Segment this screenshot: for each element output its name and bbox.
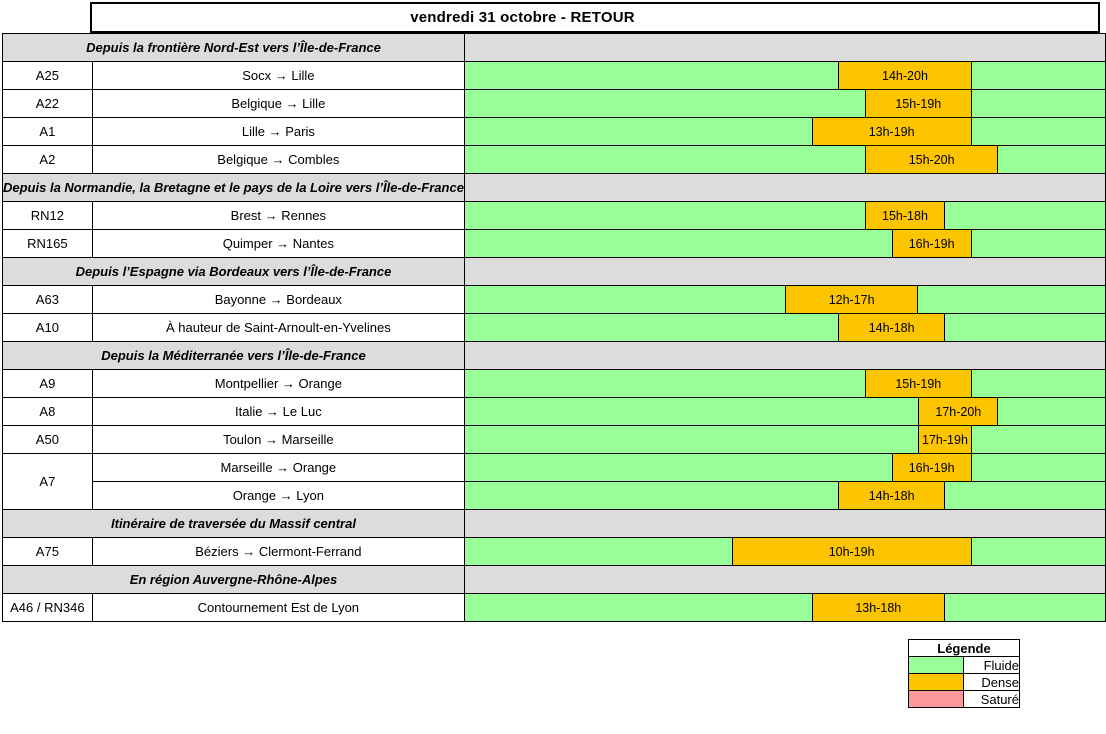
road-cell: A8 [3,398,93,426]
dense-period-bar [892,230,972,257]
table-row [3,594,1106,622]
dense-period-bar [892,454,972,481]
section-header-row [3,510,1106,538]
road-cell: A46 / RN346 [3,594,93,622]
legend-item-fluide [909,657,1020,674]
timeline-cell [464,398,1105,426]
road-cell: A25 [3,62,93,90]
road-cell: RN165 [3,230,93,258]
section-title: Depuis la Normandie, la Bretagne et le pays de la Loire vers l’Île-de-France [3,174,465,202]
dense-period-label: 17h-19h [922,432,968,447]
legend-header-row [909,640,1020,657]
road-cell: A50 [3,426,93,454]
dense-period-bar [918,426,971,453]
timeline-cell [464,314,1105,342]
route-cell: Belgique → Combles [92,146,464,174]
road-cell: A1 [3,118,93,146]
timeline-cell [464,454,1105,482]
table-row [3,482,1106,510]
timeline-cell [464,202,1105,230]
route-cell: Montpellier → Orange [92,370,464,398]
fluide-color-swatch [909,657,964,674]
dense-period-label: 12h-17h [828,292,875,307]
sature-label: Saturé [964,691,1020,708]
dense-period-bar [732,538,972,565]
route-cell: Quimper → Nantes [92,230,464,258]
table-row [3,370,1106,398]
dense-period-bar [812,594,945,621]
dense-period-label: 10h-19h [828,544,875,559]
dense-period-label: 16h-19h [908,236,955,251]
table-row [3,118,1106,146]
road-cell: A75 [3,538,93,566]
timeline-cell [464,594,1105,622]
timeline-cell [464,538,1105,566]
fluide-label: Fluide [964,657,1020,674]
route-cell: Toulon → Marseille [92,426,464,454]
section-timeline-spacer [464,258,1105,286]
section-header-row [3,34,1106,62]
table-row [3,146,1106,174]
legend-title: Légende [909,640,1020,657]
dense-period-label: 13h-18h [855,600,902,615]
road-cell: A7 [3,454,93,510]
timeline-cell [464,90,1105,118]
dense-period-label: 14h-18h [868,488,915,503]
timeline-cell [464,482,1105,510]
dense-period-bar [812,118,972,145]
dense-period-label: 15h-18h [882,208,928,223]
table-row [3,62,1106,90]
legend-item-dense [909,674,1020,691]
route-cell: À hauteur de Saint-Arnoult-en-Yvelines [92,314,464,342]
section-header-row [3,342,1106,370]
table-row [3,398,1106,426]
dense-period-label: 15h-19h [895,96,942,111]
route-cell: Bayonne → Bordeaux [92,286,464,314]
route-cell: Brest → Rennes [92,202,464,230]
dense-color-swatch [909,674,964,691]
route-cell: Marseille → Orange [92,454,464,482]
timeline-cell [464,286,1105,314]
table-row [3,230,1106,258]
dense-period-label: 13h-19h [868,124,915,139]
section-title: Depuis la Méditerranée vers l’Île-de-France [3,342,465,370]
table-row [3,286,1106,314]
timeline-cell [464,62,1105,90]
dense-period-label: 15h-20h [908,152,955,167]
route-cell: Belgique → Lille [92,90,464,118]
section-timeline-spacer [464,510,1105,538]
dense-period-label: 17h-20h [935,404,982,419]
timeline-cell [464,370,1105,398]
schedule-table-body [3,34,1106,622]
dense-period-label: 14h-18h [868,320,915,335]
table-row [3,202,1106,230]
section-timeline-spacer [464,566,1105,594]
route-cell: Orange → Lyon [92,482,464,510]
dense-period-bar [865,370,972,397]
road-cell: A22 [3,90,93,118]
table-row [3,90,1106,118]
road-cell: A9 [3,370,93,398]
dense-period-bar [918,398,998,425]
dense-period-bar [838,482,945,509]
timeline-cell [464,118,1105,146]
route-cell: Italie → Le Luc [92,398,464,426]
traffic-schedule-table [2,33,1106,622]
dense-period-label: 14h-20h [882,68,928,83]
timeline-cell [464,146,1105,174]
section-title: Itinéraire de traversée du Massif central [3,510,465,538]
dense-period-bar [785,286,918,313]
section-timeline-spacer [464,342,1105,370]
timeline-cell [464,426,1105,454]
road-cell: A63 [3,286,93,314]
section-title: Depuis l’Espagne via Bordeaux vers l’Île-de-France [3,258,465,286]
sature-color-swatch [909,691,964,708]
legend [908,639,1020,708]
road-cell: RN12 [3,202,93,230]
table-row [3,314,1106,342]
dense-period-bar [865,202,945,229]
section-timeline-spacer [464,174,1105,202]
dense-period-label: 16h-19h [908,460,955,475]
legend-item-sature [909,691,1020,708]
dense-period-bar [838,62,971,89]
section-timeline-spacer [464,34,1105,62]
route-cell: Contournement Est de Lyon [92,594,464,622]
dense-label: Dense [964,674,1020,691]
route-cell: Lille → Paris [92,118,464,146]
table-row [3,426,1106,454]
route-cell: Béziers → Clermont-Ferrand [92,538,464,566]
section-title: Depuis la frontière Nord-Est vers l’Île-de-France [3,34,465,62]
table-row [3,538,1106,566]
table-row [3,454,1106,482]
page-title: vendredi 31 octobre - RETOUR [90,2,1100,33]
dense-period-bar [865,90,972,117]
road-cell: A2 [3,146,93,174]
section-title: En région Auvergne-Rhône-Alpes [3,566,465,594]
section-header-row [3,566,1106,594]
dense-period-bar [838,314,945,341]
road-cell: A10 [3,314,93,342]
dense-period-bar [865,146,998,173]
section-header-row [3,174,1106,202]
timeline-cell [464,230,1105,258]
route-cell: Socx → Lille [92,62,464,90]
section-header-row [3,258,1106,286]
dense-period-label: 15h-19h [895,376,942,391]
